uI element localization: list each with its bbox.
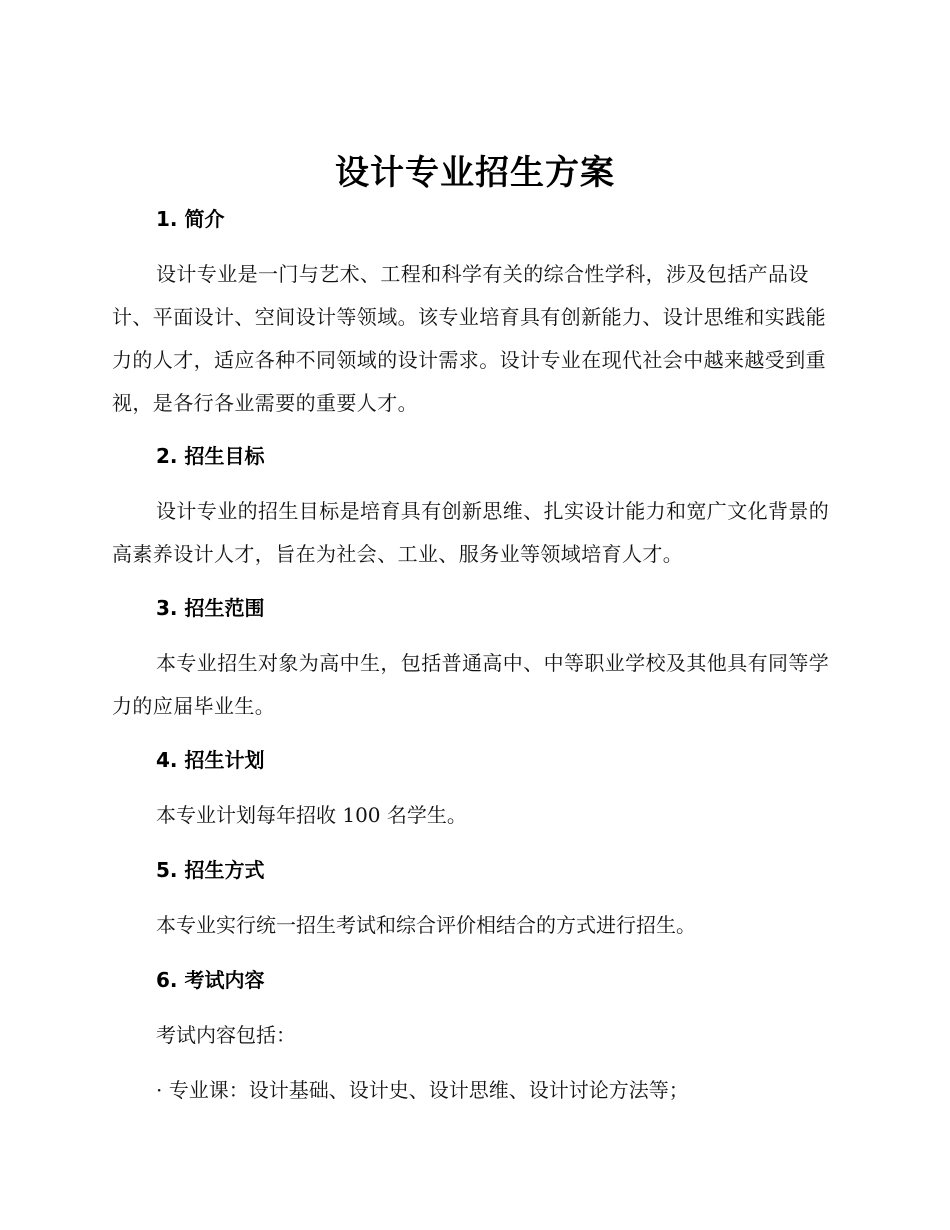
section-paragraph-method: 本专业实行统一招生考试和综合评价相结合的方式进行招生。	[156, 913, 696, 937]
section-paragraph-plan: 本专业计划每年招收 100 名学生。	[156, 803, 467, 827]
section-paragraph-goals: 设计专业的招生目标是培育具有创新思维、扎实设计能力和宽广文化背景的高素养设计人才，旨在为社会、工业、服务业等领域培育人才。	[112, 499, 830, 566]
section-paragraph-intro: 设计专业是一门与艺术、工程和科学有关的综合性学科，涉及包括产品设计、平面设计、空间设计等领域。该专业培育具有创新能力、设计思维和实践能力的人才，适应各种不同领域的设计需求。设计专业在现代社会中越来越受到重视，是各行各业需要的重要人才。	[112, 262, 826, 415]
section-heading-scope: 3. 招生范围	[156, 596, 265, 620]
section-paragraph-exam: 考试内容包括：	[156, 1023, 296, 1047]
section-heading-method: 5. 招生方式	[156, 858, 265, 882]
section-heading-exam: 6. 考试内容	[156, 968, 265, 992]
section-heading-intro: 1. 简介	[156, 207, 225, 231]
section-paragraph-scope: 本专业招生对象为高中生，包括普通高中、中等职业学校及其他具有同等学力的应届毕业生。	[112, 651, 830, 718]
section-heading-goals: 2. 招生目标	[156, 444, 265, 468]
list-item: · 专业课：设计基础、设计史、设计思维、设计讨论方法等；	[156, 1078, 689, 1102]
section-heading-plan: 4. 招生计划	[156, 748, 265, 772]
document-title: 设计专业招生方案	[335, 153, 615, 193]
